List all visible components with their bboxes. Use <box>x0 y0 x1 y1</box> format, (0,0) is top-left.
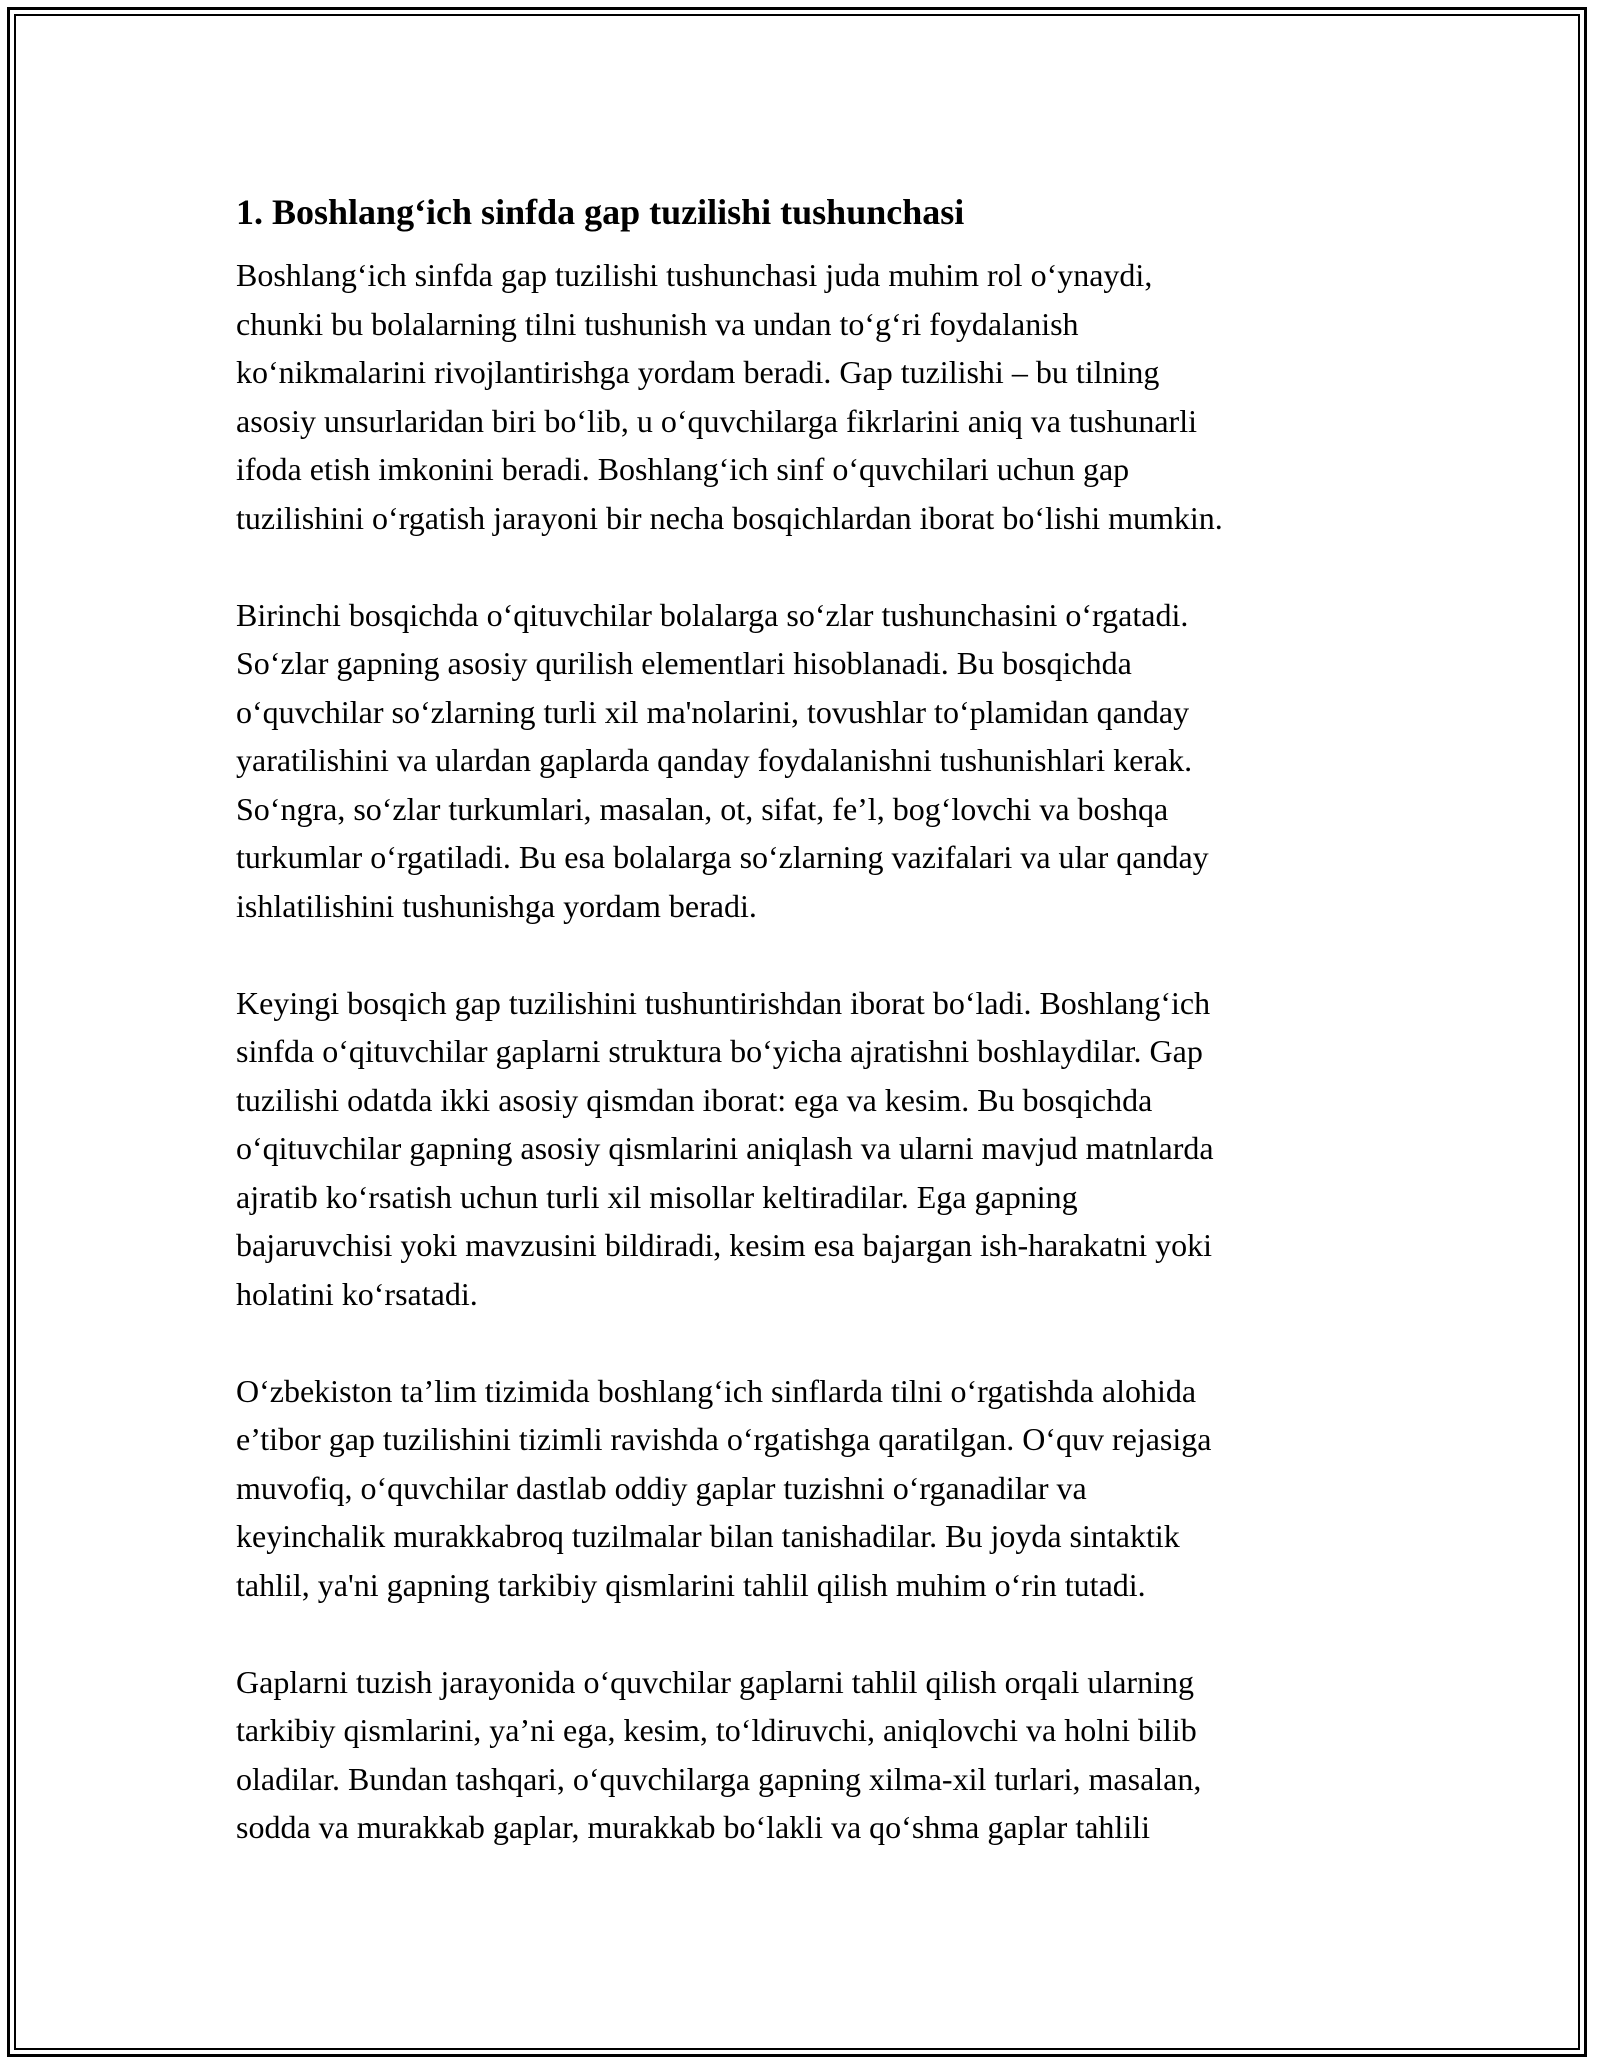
text-line: turkumlar o‘rgatiladi. Bu esa bolalarga so‘zlarning vazifalari va ular qanday <box>236 839 1209 875</box>
text-line: sinfda o‘qituvchilar gaplarni struktura bo‘yicha ajratishni boshlaydilar. Gap <box>236 1033 1203 1069</box>
text-line: o‘qituvchilar gapning asosiy qismlarini aniqlash va ularni mavjud matnlarda <box>236 1130 1214 1166</box>
text-line: asosiy unsurlaridan biri bo‘lib, u o‘quvchilarga fikrlarini aniq va tushunarli <box>236 402 1197 439</box>
text-line: sodda va murakkab gaplar, murakkab bo‘lakli va qo‘shma gaplar tahlili <box>236 1809 1150 1845</box>
text-line: Keyingi bosqich gap tuzilishini tushuntirishdan iborat bo‘ladi. Boshlang‘ich <box>236 984 1211 1021</box>
text-line: chunki bu bolalarning tilni tushunish va undan to‘g‘ri foydalanish <box>236 305 1079 342</box>
text-line: Birinchi bosqichda o‘qituvchilar bolalarga so‘zlar tushunchasini o‘rgatadi. <box>236 596 1189 633</box>
section-heading: 1. Boshlang‘ich sinfda gap tuzilishi tushunchasi <box>236 192 965 232</box>
text-line: tarkibiy qismlarini, ya’ni ega, kesim, to‘ldiruvchi, aniqlovchi va holni bilib <box>236 1712 1197 1748</box>
text-line: tahlil, ya'ni gapning tarkibiy qismlarini tahlil qilish muhim o‘rin tutadi. <box>236 1566 1146 1603</box>
text-line: holatini ko‘rsatadi. <box>236 1275 478 1312</box>
text-line: e’tibor gap tuzilishini tizimli ravishda o‘rgatishga qaratilgan. O‘quv rejasiga <box>236 1421 1212 1457</box>
paragraph-1 <box>236 251 1376 542</box>
text-line: muvofiq, o‘quvchilar dastlab oddiy gaplar tuzishni o‘rganadilar va <box>236 1469 1087 1506</box>
text-line: Boshlang‘ich sinfda gap tuzilishi tushunchasi juda muhim rol o‘ynaydi, <box>236 257 1153 293</box>
paragraph-5 <box>236 1658 1376 1852</box>
text-line: ifoda etish imkonini beradi. Boshlang‘ich sinf o‘quvchilari uchun gap <box>236 451 1130 487</box>
paragraph-2 <box>236 591 1376 931</box>
text-line: bajaruvchisi yoki mavzusini bildiradi, kesim esa bajargan ish-harakatni yoki <box>236 1227 1213 1263</box>
text-line: tuzilishini o‘rgatish jarayoni bir necha bosqichlardan iborat bo‘lishi mumkin. <box>236 499 1223 536</box>
text-line: yaratilishini va ulardan gaplarda qanday foydalanishni tushunishlari kerak. <box>236 742 1193 778</box>
text-line: ajratib ko‘rsatish uchun turli xil misollar keltiradilar. Ega gapning <box>236 1178 1078 1215</box>
text-line: ishlatilishini tushunishga yordam beradi. <box>236 887 757 924</box>
text-line: Gaplarni tuzish jarayonida o‘quvchilar gaplarni tahlil qilish orqali ularning <box>236 1663 1194 1700</box>
text-line: tuzilishi odatda ikki asosiy qismdan iborat: ega va kesim. Bu bosqichda <box>236 1081 1153 1118</box>
text-line: So‘zlar gapning asosiy qurilish elementlari hisoblanadi. Bu bosqichda <box>236 645 1132 681</box>
text-line: keyinchalik murakkabroq tuzilmalar bilan tanishadilar. Bu joyda sintaktik <box>236 1518 1180 1554</box>
document-body <box>236 188 1376 1900</box>
text-line: So‘ngra, so‘zlar turkumlari, masalan, ot, sifat, fe’l, bog‘lovchi va boshqa <box>236 790 1169 827</box>
paragraph-4 <box>236 1367 1376 1610</box>
text-line: oladilar. Bundan tashqari, o‘quvchilarga gapning xilma-xil turlari, masalan, <box>236 1760 1202 1797</box>
text-line: o‘quvchilar so‘zlarning turli xil ma'nolarini, tovushlar to‘plamidan qanday <box>236 693 1190 730</box>
text-line: O‘zbekiston ta’lim tizimida boshlang‘ich sinflarda tilni o‘rgatishda alohida <box>236 1372 1197 1409</box>
text-line: ko‘nikmalarini rivojlantirishga yordam beradi. Gap tuzilishi – bu tilning <box>236 354 1160 390</box>
paragraph-3 <box>236 979 1376 1319</box>
